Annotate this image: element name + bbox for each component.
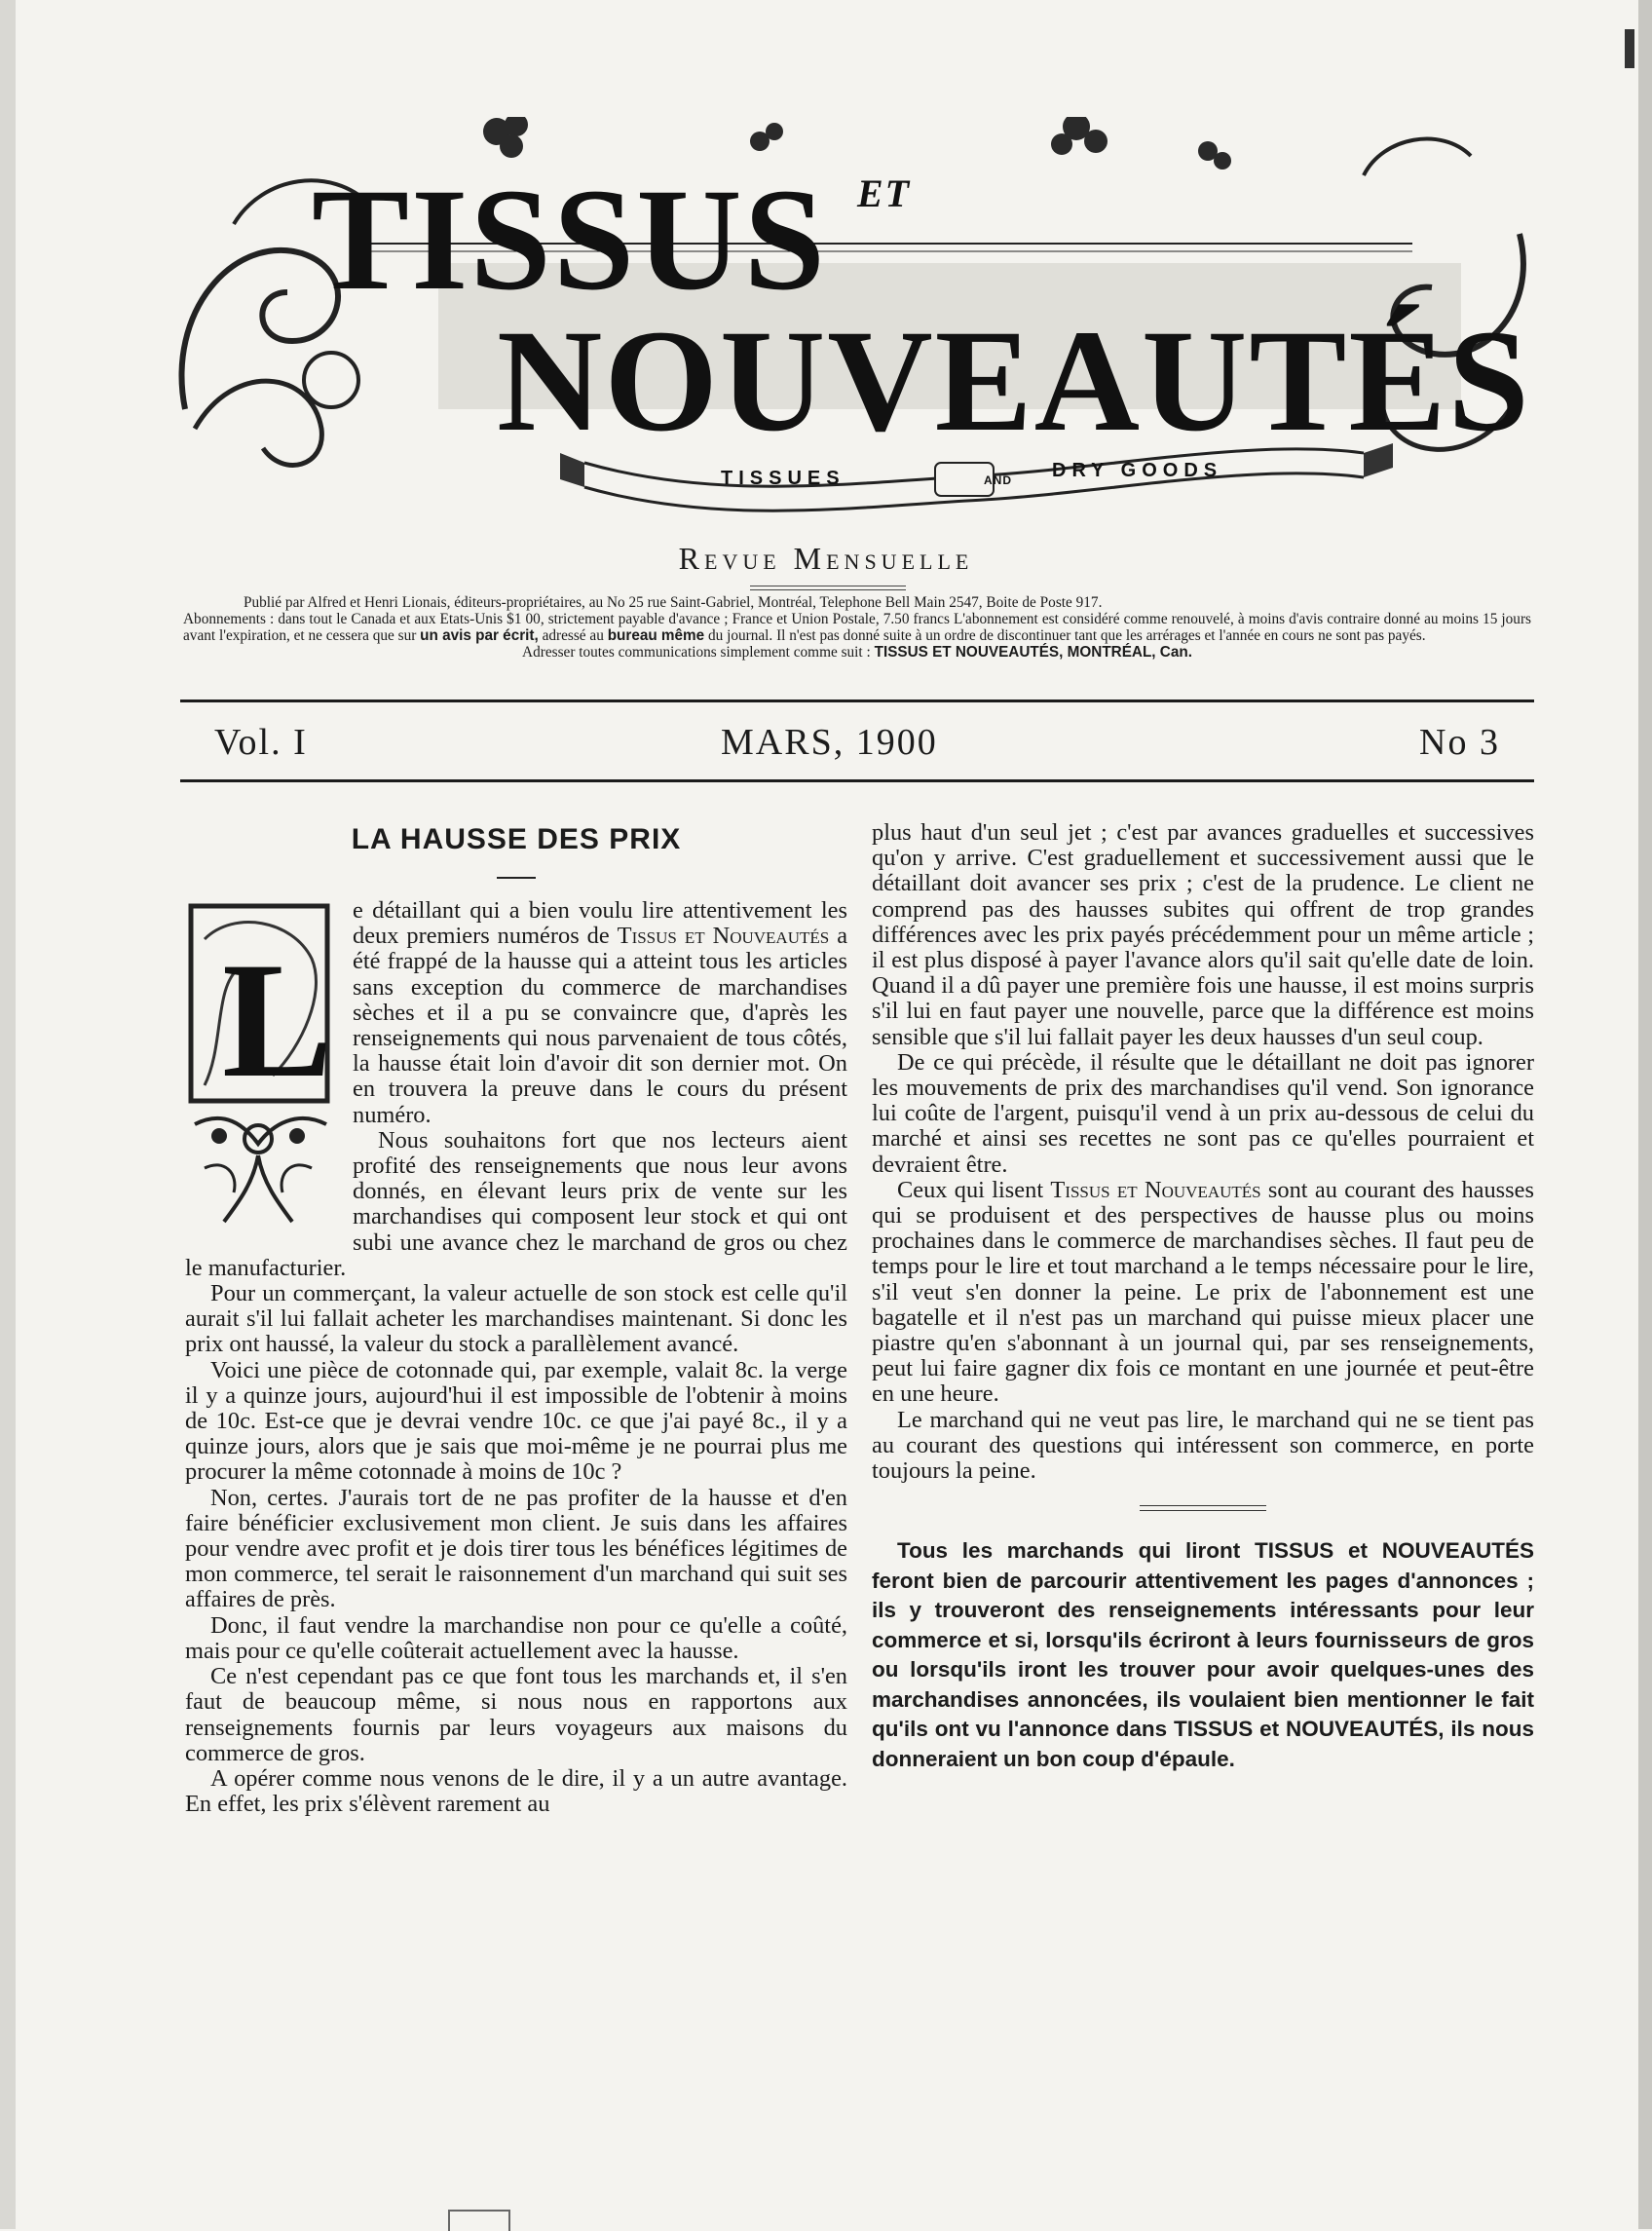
masthead	[175, 117, 1529, 526]
issue-date: MARS, 1900	[721, 722, 938, 763]
section-divider	[1140, 1510, 1266, 1511]
tagline-and: AND	[984, 473, 1012, 487]
paragraph: Ce n'est cependant pas ce que font tous les marchands et, il s'en faut de beaucoup même, si nous nous en rapportons aux renseignements fournis par leurs voyageurs aux maisons du commerce de gros.	[185, 1663, 847, 1766]
page-edge-right	[1638, 0, 1652, 2229]
tagline-right: DRY GOODS	[1052, 460, 1223, 481]
paragraph: plus haut d'un seul jet ; c'est par avances graduelles et successives qu'on y arrive. C'est graduellement et successivement aussi que le détaillant doit avancer ses prix ; c'est de la prudence. Le client ne comprend pas des hausses subites qui offrent de trop grandes différences avec les prix payés précédemment pour un même article ; il est plus disposé à payer l'avance alors qu'il sait qu'elle date de loin. Quand il a dû payer une première fois une hausse, il est moins surpris s'il lui en faut payer une nouvelle, parce que la différence est moins sensible que s'il lui fallait payer les deux hausses d'un seul coup.	[872, 819, 1534, 1050]
paragraph: Donc, il faut vendre la marchandise non pour ce qu'elle a coûté, mais pour ce qu'elle coûterait actuellement avec la hausse.	[185, 1611, 847, 1664]
paragraph: De ce qui précède, il résulte que le détaillant ne doit pas ignorer les mouvements de prix des marchandises qu'il vend. Son ignorance lui coûte de l'argent, puisqu'il vend à un prix au-dessous de celui du marché et ainsi ses recettes ne sont pas ce qu'elles pourraient et devraient être.	[872, 1048, 1534, 1178]
page-subtitle: Revue Mensuelle	[678, 541, 974, 576]
masthead-title-line2: NOUVEAUTÉS	[497, 300, 1531, 462]
headline-rule	[497, 877, 536, 879]
tagline-left: TISSUES	[721, 468, 845, 489]
issue-volume: Vol. I	[214, 722, 308, 763]
issue-row	[214, 721, 1500, 772]
subscription-terms: Abonnements : dans tout le Canada et aux Etats-Unis $1 00, strictement payable d'avance ; France et Union Postale, 7.50 francs L'abonnement est considéré comme renouvelé, à moins d'avis contraire donné au moins 15 jours avant l'expiration, et ne cessera que sur un avis par écrit, adressé au bureau même du journal. Il n'est pas donné suite à un ordre de discontinuer tant que les arrérages et l'année en cours ne sont pas payés.	[183, 611, 1531, 644]
masthead-title-line1: TISSUS	[312, 159, 828, 321]
advertising-notice	[872, 1536, 1534, 1774]
article-column-right	[872, 820, 1534, 1774]
issue-number: No 3	[1419, 722, 1500, 763]
paragraph: Le marchand qui ne veut pas lire, le marchand qui ne se tient pas au courant des questions qui intéressent son commerce, en porte toujours la peine.	[872, 1406, 1534, 1485]
paragraph: Ceux qui lisent Tissus et Nouveautés sont au courant des hausses qui se produisent et des perspectives de hausse plus ou moins prochaines dans le commerce de marchandises sèches. Il faut peu de temps pour le lire et tout marchand a le temps nécessaire pour le lire, s'il veut s'en donner la peine. Le prix de l'abonnement est une bagatelle et il n'est pas un marchand qui puisse mieux placer une piastre qu'en s'abonnant à un journal qui, par ses renseignements, peut lui faire gagner dix fois ce montant en une journée et peut-être en une heure.	[872, 1176, 1534, 1408]
publication-info	[183, 594, 1531, 661]
masthead-title-et: ET	[857, 171, 912, 215]
article-column-left	[185, 820, 847, 1817]
dropcap-ornament	[185, 900, 343, 1231]
scan-mark	[1625, 29, 1634, 68]
page-edge-left	[0, 0, 16, 2229]
paragraph: Voici une pièce de cotonnade qui, par exemple, valait 8c. la verge il y a quinze jours, aujourd'hui il est impossible de l'obtenir à moins de 10c. Est-ce que je devrai vendre 10c. ce que j'ai payé 8c., il y a quinze jours, alors que je sais que moi-même je ne pourrai plus me procurer la même cotonnade à moins de 10c ?	[185, 1356, 847, 1486]
dropcap-letter: L	[222, 928, 333, 1112]
article-headline: LA HAUSSE DES PRIX	[351, 823, 682, 855]
paragraph: Pour un commerçant, la valeur actuelle de son stock est celle qu'il aurait s'il lui fallait acheter les marchandises maintenant. Si donc les prix ont haussé, la valeur du stock a parallèlement avancé.	[185, 1280, 847, 1358]
notice-text: Tous les marchands qui liront TISSUS et NOUVEAUTÉS feront bien de parcourir attentivement les pages d'annonces ; ils y trouveront des renseignements intéressants pour leur commerce et si, lorsqu'ils écriront à leurs fournisseurs de gros ou lorsqu'ils iront les trouver pour avoir quelques-unes des marchandises annoncées, ils voulaient bien mentionner le fait qu'ils ont vu l'annonce dans TISSUS et NOUVEAUTÉS, ils nous donneraient un bon coup d'épaule.	[872, 1538, 1534, 1771]
publisher-line: Publié par Alfred et Henri Lionais, éditeurs-propriétaires, au No 25 rue Saint-Gabriel, Montréal, Telephone Bell Main 2547, Boite de Poste 917.	[244, 594, 1103, 611]
header-rule-bottom	[180, 779, 1534, 782]
paragraph: Non, certes. J'aurais tort de ne pas profiter de la hausse et d'en faire bénéficier exclusivement mon client. Je suis dans les affaires pour vendre avec profit et je dois tirer tous les bénéfices légitimes de mon commerce, tel serait le raisonnement d'un marchand qui suit ses affaires de près.	[185, 1484, 847, 1613]
address-line: Adresser toutes communications simplement comme suit : TISSUS ET NOUVEAUTÉS, MONTRÉAL, Can.	[522, 644, 1192, 661]
section-divider	[1140, 1505, 1266, 1506]
next-page-fragment	[448, 2210, 510, 2231]
paragraph: Nous souhaitons fort que nos lecteurs aient profité des renseignements que nous leur avons donnés, en élevant leurs prix de vente sur les marchandises qui composent leur stock et qui ont subi une avance chez le marchand de gros ou chez le manufacturier.	[185, 1126, 847, 1281]
header-rule-top	[180, 700, 1534, 702]
subtitle-rule	[750, 589, 906, 590]
paragraph: A opérer comme nous venons de le dire, il y a un autre avantage. En effet, les prix s'élèvent rarement au	[185, 1764, 847, 1818]
paragraph: e détaillant qui a bien voulu lire attentivement les deux premiers numéros de Tissus et Nouveautés a été frappé de la hausse qui a atteint tous les articles sans exception du commerce de marchandises sèches et il a pu se convaincre que, d'après les renseignements qui nous parvenaient de tous côtés, la hausse était loin d'avoir dit son dernier mot. On en trouvera la preuve dans le cours du présent numéro.	[353, 897, 848, 1128]
